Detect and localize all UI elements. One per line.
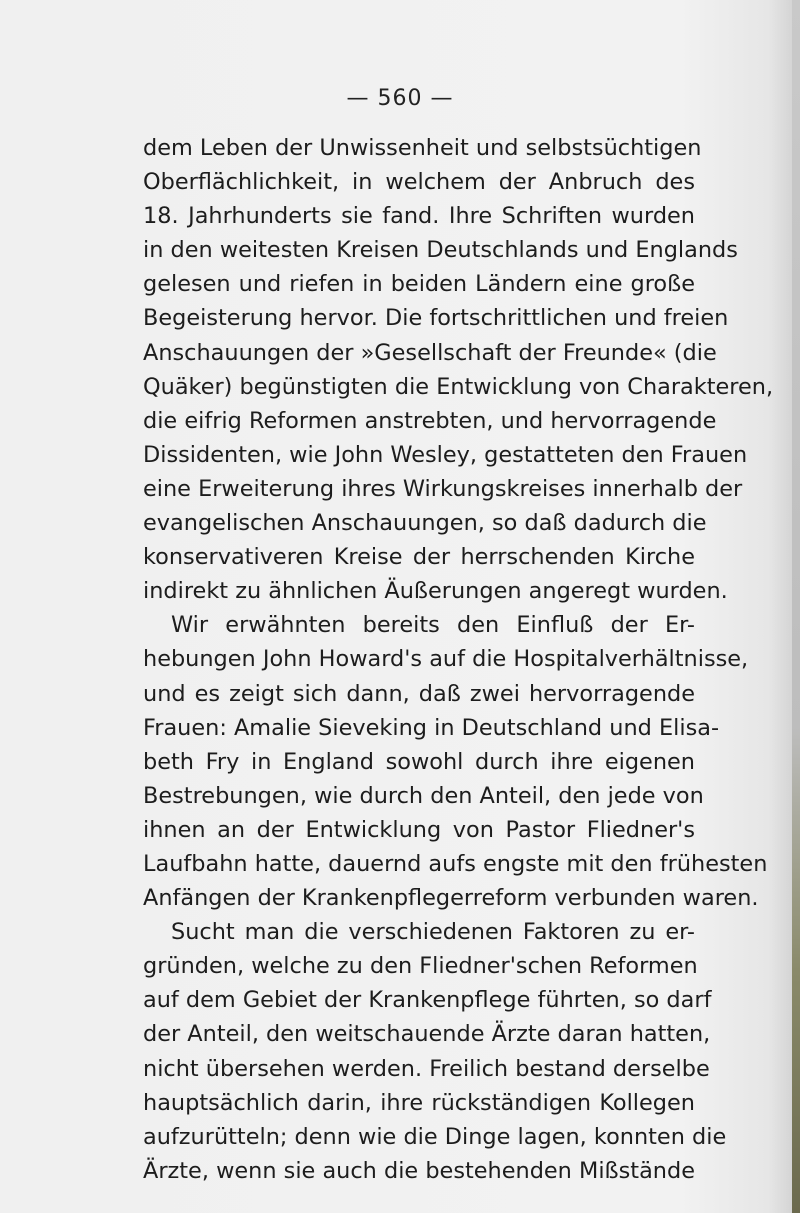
text-line: Oberflächlichkeit, in welchem der Anbruch des	[143, 169, 695, 196]
text-line: indirekt zu ähnlichen Äußerungen angeregt wurden.	[143, 578, 728, 605]
text-line: hebungen John Howard's auf die Hospitalverhältnisse,	[143, 646, 749, 673]
text-line: hauptsächlich darin, ihre rückständigen Kollegen	[143, 1089, 695, 1116]
text-line: eine Erweiterung ihres Wirkungskreises innerhalb der	[143, 475, 743, 502]
text-line: Sucht man die verschiedenen Faktoren zu er-	[171, 919, 695, 946]
text-line: Ärzte, wenn sie auch die bestehenden Mißstände	[143, 1157, 695, 1184]
text-line: beth Fry in England sowohl durch ihre eigenen	[143, 748, 695, 775]
text-line: Wir erwähnten bereits den Einfluß der Er-	[171, 612, 695, 639]
text-line: in den weitesten Kreisen Deutschlands und Englands	[143, 237, 738, 264]
text-line: ihnen an der Entwicklung von Pastor Fliedner's	[143, 816, 695, 843]
text-line: Begeisterung hervor. Die fortschrittlichen und freien	[143, 305, 729, 332]
text-line: aufzurütteln; denn wie die Dinge lagen, konnten die	[143, 1123, 727, 1150]
text-line: Dissidenten, wie John Wesley, gestatteten den Frauen	[143, 441, 748, 468]
text-line: nicht übersehen werden. Freilich bestand derselbe	[143, 1055, 710, 1082]
page-number: — 560 —	[346, 86, 454, 111]
text-line: 18. Jahrhunderts sie fand. Ihre Schriften wurden	[143, 203, 695, 230]
text-line: evangelischen Anschauungen, so daß dadurch die	[143, 510, 707, 537]
page-edge-shadow	[792, 0, 800, 1213]
text-line: Anschauungen der »Gesellschaft der Freunde« (die	[143, 339, 717, 366]
text-line: Frauen: Amalie Sieveking in Deutschland und Elisa-	[143, 714, 720, 741]
text-line: dem Leben der Unwissenheit und selbstsüchtigen	[143, 135, 702, 161]
text-line: der Anteil, den weitschauende Ärzte daran hatten,	[143, 1021, 711, 1048]
text-line: Quäker) begünstigten die Entwicklung von Charakteren,	[143, 373, 774, 400]
text-line: Laufbahn hatte, dauernd aufs engste mit den frühesten	[143, 850, 768, 877]
text-line: und es zeigt sich dann, daß zwei hervorragende	[143, 680, 695, 707]
text-line: Anfängen der Krankenpflegerreform verbunden waren.	[143, 885, 759, 912]
text-line: gelesen und riefen in beiden Ländern eine große	[143, 271, 695, 298]
text-line: konservativeren Kreise der herrschenden Kirche	[143, 544, 695, 571]
text-line: die eifrig Reformen anstrebten, und hervorragende	[143, 407, 717, 434]
body-text	[143, 131, 774, 1188]
text-line: gründen, welche zu den Fliedner'schen Reformen	[143, 953, 698, 980]
text-line: auf dem Gebiet der Krankenpflege führten, so darf	[143, 987, 712, 1014]
text-line: Bestrebungen, wie durch den Anteil, den jede von	[143, 782, 704, 809]
